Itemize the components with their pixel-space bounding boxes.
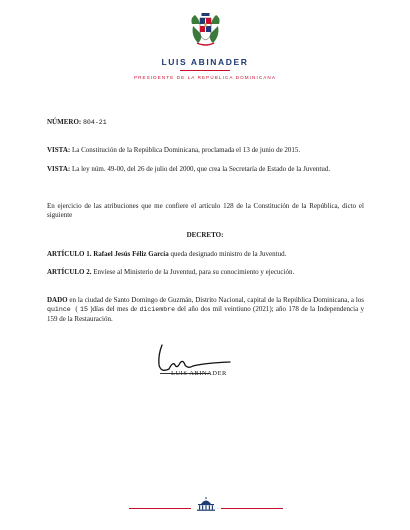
header-divider [180, 70, 230, 71]
dado-paragraph: DADO en la ciudad de Santo Domingo de Guzmán, Distrito Nacional, capital de la República Dominicana, a los quince ( 15 )días del mes de diciembre del año dos mil veintiuno (2021); año 178 de la Independencia y 159 de la Restauración. [47, 296, 364, 323]
article-1-label: ARTÍCULO 1. [47, 250, 92, 258]
vista-text: La Constitución de la República Dominicana, proclamada el 13 de junio de 2015. [70, 146, 301, 154]
article-2-text: Envíese al Ministerio de la Juventud, para su conocimiento y ejecución. [91, 268, 295, 276]
article-2 [47, 268, 364, 277]
header-title: PRESIDENTE DE LA REPÚBLICA DOMINICANA [133, 75, 277, 80]
dado-text-1: en la ciudad de Santo Domingo de Guzmán, Distrito Nacional, capital de la República Dominicana, a los [67, 296, 364, 304]
dado-text-2: días del mes de [92, 305, 140, 314]
dado-label: DADO [47, 296, 68, 304]
decree-number-label: NÚMERO: [47, 118, 82, 126]
decree-number-value: 804-21 [82, 119, 107, 126]
vista-paragraph-2 [47, 165, 364, 174]
footer-line-left [129, 508, 191, 509]
coat-of-arms-icon [189, 10, 222, 48]
header-name: LUIS ABINADER [161, 57, 249, 67]
article-1 [47, 250, 364, 259]
day-number: 15 [79, 306, 88, 314]
article-2-label: ARTÍCULO 2. [47, 268, 92, 276]
decree-number [47, 118, 107, 126]
vista-text: La ley núm. 49-00, del 26 de julio del 2000, que crea la Secretaría de Estado de la Juventud. [70, 165, 331, 173]
article-1-person: Rafael Jesús Féliz García [93, 250, 169, 258]
footer-line-right [221, 508, 283, 509]
palace-icon [195, 497, 217, 511]
ejercicio-paragraph: En ejercicio de las atribuciones que me confiere el artículo 128 de la Constitución de la República, dicto el siguiente [47, 202, 364, 220]
decreto-heading: DECRETO: [186, 231, 224, 239]
day-words: quince [47, 306, 71, 314]
vista-label: VISTA: [47, 146, 71, 154]
article-1-text: queda designado ministro de la Juventud. [168, 250, 287, 258]
vista-label: VISTA: [47, 165, 71, 173]
vista-paragraph-1 [47, 146, 364, 155]
month-value: diciembre [139, 306, 176, 314]
dado-text-3: del año dos mil veintiuno (2021); año 178 de la Independencia y 159 de la Restauración. [47, 305, 364, 323]
signature-name: LUIS ABINADER [171, 370, 227, 377]
